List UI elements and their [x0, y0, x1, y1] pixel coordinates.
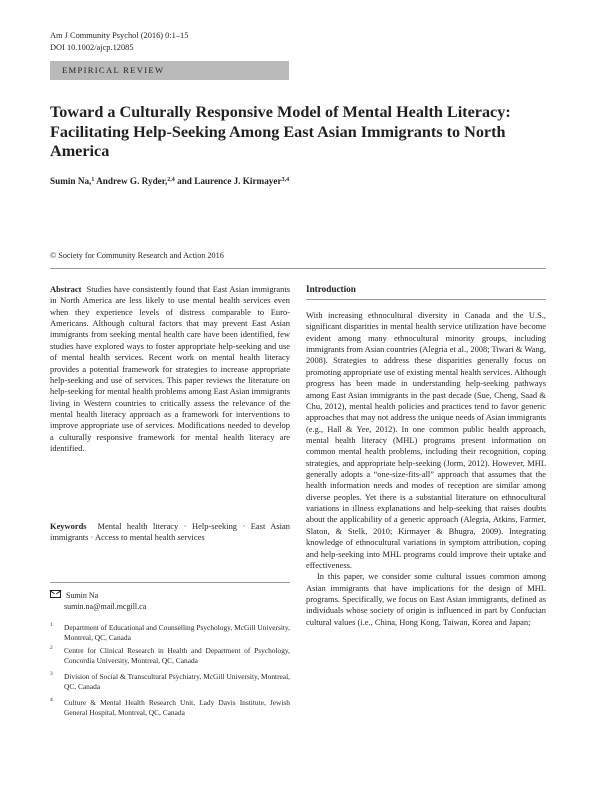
keywords — [50, 521, 290, 544]
affiliation-text: Culture & Mental Health Research Unit, Lady Davis Institute, Jewish General Hospital, Montreal, QC, Canada — [64, 698, 290, 717]
paragraph: With increasing ethnocultural diversity in Canada and the U.S., significant disparities in mental health service utilization have become evident among many ethnocultural minority groups, including immigrants from Asian countries (Alegria et al., 2008; Tiwari & Wang, 2008). Strategies to address these disparities generally focus on promoting appropriate use of existing mental health services. Although progress has been made in understanding help-seeking pathways among East Asian immigrants in the past decade (Sue, Cheng, Saad & Chu, 2012), mental health policies and practices tend to favor generic approaches that may not address the unique needs of Asian immigrants (e.g., Hall & Yee, 2012). In one common public health approach, mental health literacy (MHL) programs present information on common mental health problems, including their recognition, coping strategies, and appropriate help-seeking (Jorm, 2012). However, MHL generally adopts a “one-size-fits-all” approach that assumes that the health information needs and modes of reception are similar among diverse peoples. Yet there is a substantial literature on ethnocultural variations in illness explanations and help-seeking that raises doubts about the applicability of a generic approach (Alegria, Atkins, Farmer, Slaton, & Stelk, 2010; Kirmayer & Bhugra, 2009). Integrating knowledge of ethnocultural variations in symptom attribution, coping and help-seeking into MHL programs could improve their uptake and effectiveness. — [306, 310, 546, 570]
author-list — [50, 175, 289, 187]
author-affiliation-marker: 2,4 — [167, 177, 175, 183]
affiliation-number: 4 — [50, 697, 53, 703]
affiliation — [50, 646, 290, 666]
section-label: EMPIRICAL REVIEW — [62, 65, 165, 75]
author-name: Andrew G. Ryder, — [96, 176, 168, 186]
abstract-label: Abstract — [50, 284, 82, 294]
correspondence-name: Sumin Na — [66, 591, 99, 600]
copyright-notice: © Society for Community Research and Action 2016 — [50, 251, 224, 260]
journal-citation: Am J Community Psychol (2016) 0:1–15 — [50, 31, 189, 40]
introduction-body — [306, 310, 546, 628]
affiliation-number: 3 — [50, 671, 53, 677]
abstract-text: Studies have consistently found that East Asian immigrants in North America are less likely to use mental health services even when they experience levels of distress comparable to Euro-Americans. Although cultural factors that may prevent East Asian immigrants from seeking mental health care have been identified, few studies have explored ways to foster appropriate help-seeking and use of mental health services. Recent work on mental health literacy provides a potential framework for strategies to increase appropriate help-seeking and use of services. This paper reviews the literature on help-seeking for mental health problems among East Asian immigrants living in Western countries to critically assess the relevance of the mental health literacy approach as a framework for interventions to improve appropriate use of services. Modifications needed to develop a culturally responsive framework for mental health literacy are identified. — [50, 284, 290, 454]
correspondence-email[interactable]: sumin.na@mail.mcgill.ca — [64, 602, 147, 611]
keywords-label: Keywords — [50, 521, 87, 531]
journal-doi: DOI 10.1002/ajcp.12085 — [50, 42, 134, 52]
journal-header — [50, 30, 188, 53]
author-name: and Laurence J. Kirmayer — [177, 176, 282, 186]
author-name: Sumin Na, — [50, 176, 92, 186]
footnote-divider — [50, 582, 290, 583]
paper-title: Toward a Culturally Responsive Model of Mental Health Literacy: Facilitating Help-Seeking Among East Asian Immigrants to North America — [50, 103, 511, 161]
author-affiliation-marker: 1 — [91, 177, 95, 183]
header-divider — [50, 268, 546, 269]
affiliation — [50, 672, 290, 692]
affiliation-number: 1 — [50, 622, 53, 628]
section-heading: Introduction — [306, 283, 546, 300]
abstract — [50, 284, 290, 454]
affiliation-text: Centre for Clinical Research in Health and Department of Psychology, Concordia University, Montreal, QC, Canada — [64, 646, 290, 665]
affiliation-text: Division of Social & Transcultural Psychiatry, McGill University, Montreal, QC, Canada — [64, 672, 290, 691]
author-affiliation-marker: 3,4 — [281, 177, 290, 183]
affiliation — [50, 698, 290, 718]
affiliation — [50, 623, 290, 643]
affiliation-number: 2 — [50, 645, 53, 651]
keywords-text: Mental health literacy · Help-seeking · East Asian immigrants · Access to mental health services — [50, 521, 290, 543]
paragraph: In this paper, we consider some cultural issues common among Asian immigrants that have implications for the design of MHL programs. Specifically, we focus on East Asian immigrants, defined as individuals whose society of origin is influenced in part by Confucian cultural values (i.e., China, Hong Kong, Taiwan, Korea and Japan; — [306, 571, 546, 627]
correspondence — [50, 590, 146, 612]
envelope-icon — [50, 590, 61, 598]
affiliation-text: Department of Educational and Counselling Psychology, McGill University, Montreal, QC, Canada — [64, 623, 290, 642]
